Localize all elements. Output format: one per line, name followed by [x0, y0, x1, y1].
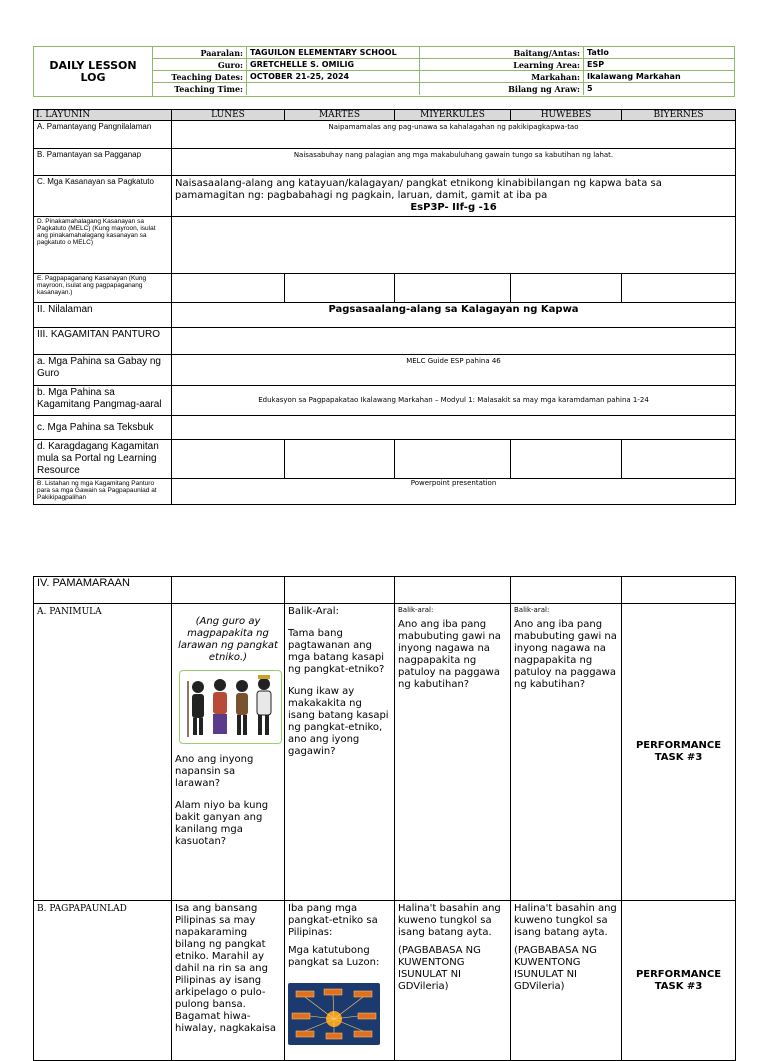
- content-text: Pagsasaalang-alang sa Kalagayan ng Kapwa: [172, 303, 736, 328]
- lr-portal-mon: [172, 440, 285, 479]
- performance-standard-text: Naisasabuhay nang palagian ang mga makabuluhang gawain tungo sa kabutihan ng lahat.: [172, 149, 736, 176]
- development-tue: [285, 901, 395, 1061]
- teacher-guide-row: [34, 355, 736, 386]
- teacher-value: GRETCHELLE S. OMILIG: [247, 59, 420, 71]
- day-tuesday: MARTES: [285, 110, 395, 121]
- intro-mon-question-1: Ano ang inyong napansin sa larawan?: [175, 754, 254, 789]
- header-row-dates: [153, 71, 734, 83]
- proc-head-fri: [622, 577, 736, 604]
- proc-head-tue: [285, 577, 395, 604]
- lr-portal-wed: [395, 440, 511, 479]
- competencies-text: Naisasaalang-alang ang katayuan/kalagayan/ pangkat etnikong kinabibilangan ng kapwa bata sa pamamagitan ng: pagbabahagi ng pagkain, laruan, damit, gamit at iba pa: [175, 178, 662, 201]
- textbook-cell: [172, 416, 736, 440]
- learning-area-value: ESP: [587, 60, 605, 69]
- introduction-thu: [511, 604, 622, 901]
- lr-portal-label: d. Karagdagang Kagamitan mula sa Portal ng Learning Resource: [34, 440, 172, 479]
- materials-list-text: Powerpoint presentation: [172, 479, 736, 505]
- content-standard-row: [34, 121, 736, 149]
- grade-label: Baitang/Antas:: [420, 47, 584, 59]
- learner-material-row: [34, 386, 736, 416]
- header-row-time: [153, 83, 734, 95]
- intro-tue-title: Balik-Aral:: [288, 606, 339, 617]
- competencies-cell: [172, 176, 736, 217]
- objectives-table: [33, 109, 736, 505]
- dev-wed-note: (PAGBABASA NG KUWENTONG ISUNULAT NI GDVileria): [398, 945, 481, 992]
- ethnic-groups-picture: [179, 670, 282, 744]
- ethnic-groups-illustration: [180, 671, 281, 743]
- school-label: Paaralan:: [153, 47, 247, 59]
- enabling-skills-row: [34, 274, 736, 303]
- enabling-skills-label: E. Pagpapaganang Kasanayan (Kung mayroon, isulat ang pagpapaganang kasanayan.): [34, 274, 172, 303]
- school-value: TAGUILON ELEMENTARY SCHOOL: [247, 47, 420, 59]
- development-mon: [172, 901, 285, 1061]
- intro-tue-question-1: Tama bang pagtawanan ang mga batang kasapi ng pangkat-etniko?: [288, 628, 385, 675]
- layunin-heading: I. LAYUNIN: [34, 110, 172, 121]
- luzon-groups-diagram: [288, 983, 380, 1045]
- introduction-label: A. PANIMULA: [34, 604, 172, 901]
- lr-portal-tue: [285, 440, 395, 479]
- lr-portal-thu: [511, 440, 622, 479]
- quarter-label: Markahan:: [420, 71, 584, 83]
- luzon-groups-map: [288, 983, 380, 1045]
- melc-cell: [172, 217, 736, 274]
- procedures-heading: IV. PAMAMARAAN: [34, 577, 172, 604]
- dev-thu-text: Halina't basahin ang kuweno tungkol sa isang batang ayta.: [514, 903, 617, 938]
- teacher-guide-label: a. Mga Pahina sa Gabay ng Guro: [34, 355, 172, 386]
- melc-label: D. Pinakamahalagang Kasanayan sa Pagkatuto (MELC) (Kung mayroon, isulat ang pinakamahalagang kasanayan sa pagkatuto o MELC): [34, 217, 172, 274]
- content-standard-text: Naipamamalas ang pag-unawa sa kahalagahan ng pakikipagkapwa-tao: [172, 121, 736, 149]
- day-thursday: HUWEBES: [511, 110, 622, 121]
- dev-tue-text-2: Mga katutubong pangkat sa Luzon:: [288, 945, 380, 968]
- competencies-row: [34, 176, 736, 217]
- intro-mon-instruction: (Ang guro ay magpapakita ng larawan ng pangkat etniko.): [178, 616, 278, 663]
- competency-code: EsP3P- IIf-g -16: [410, 202, 497, 213]
- materials-row: [34, 328, 736, 355]
- enabling-mon: [172, 274, 285, 303]
- materials-cell: [172, 328, 736, 355]
- performance-standard-row: [34, 149, 736, 176]
- header-row-school: [153, 47, 734, 59]
- day-monday: LUNES: [172, 110, 285, 121]
- procedures-heading-row: [34, 577, 736, 604]
- learner-material-text: Edukasyon sa Pagpapakatao Ikalawang Markahan – Modyul 1: Malasakit sa may mga karamdaman pahina 1-24: [172, 386, 736, 416]
- dev-mon-text: Isa ang bansang Pilipinas sa may napakaraming bilang ng pangkat etniko. Marahil ay dahil na rin sa ang Pilipinas ay isang arkipelago o pulo-pulong bansa. Bagamat hiwa-hiwalay, nagkakaisa: [175, 903, 277, 1034]
- competencies-label: C. Mga Kasanayan sa Pagkatuto: [34, 176, 172, 217]
- performance-standard-label: B. Pamantayan sa Pagganap: [34, 149, 172, 176]
- materials-label: III. KAGAMITAN PANTURO: [34, 328, 172, 355]
- procedures-table: [33, 576, 736, 1061]
- textbook-label: c. Mga Pahina sa Teksbuk: [34, 416, 172, 440]
- development-wed: [395, 901, 511, 1061]
- dates-value: OCTOBER 21-25, 2024: [247, 71, 420, 83]
- grade-value: Tatlo: [587, 48, 609, 57]
- document-title: DAILY LESSON LOG: [34, 47, 153, 96]
- days-count-label: Bilang ng Araw:: [420, 83, 584, 95]
- intro-mon-question-2: Alam niyo ba kung bakit ganyan ang kanilang mga kasuotan?: [175, 800, 269, 847]
- lr-portal-row: [34, 440, 736, 479]
- teacher-label: Guro:: [153, 59, 247, 71]
- intro-thu-title: Balik-aral:: [514, 606, 550, 614]
- intro-wed-title: Balik-aral:: [398, 606, 434, 614]
- time-label: Teaching Time:: [153, 83, 247, 95]
- lesson-log-header: [33, 46, 735, 97]
- content-standard-label: A. Pamantayang Pangnilalaman: [34, 121, 172, 149]
- development-label: B. PAGPAPAUNLAD: [34, 901, 172, 1061]
- intro-wed-text: Ano ang iba pang mabubuting gawi na inyong nagawa na nagpapakita ng patuloy na paggawa ng kabutihan?: [398, 619, 501, 690]
- day-header-row: [34, 110, 736, 121]
- header-row-teacher: [153, 59, 734, 71]
- development-thu: [511, 901, 622, 1061]
- dates-label: Teaching Dates:: [153, 71, 247, 83]
- introduction-mon: [172, 604, 285, 901]
- dev-thu-note: (PAGBABASA NG KUWENTONG ISUNULAT NI GDVileria): [514, 945, 597, 992]
- days-count-value: 5: [587, 84, 593, 93]
- learner-material-label: b. Mga Pahina sa Kagamitang Pangmag-aaral: [34, 386, 172, 416]
- enabling-wed: [395, 274, 511, 303]
- melc-row: [34, 217, 736, 274]
- proc-head-wed: [395, 577, 511, 604]
- introduction-row: [34, 604, 736, 901]
- enabling-tue: [285, 274, 395, 303]
- materials-list-row: [34, 479, 736, 505]
- materials-list-label: B. Listahan ng mga Kagamitang Panturo para sa mga Gawain sa Pagpapaunlad at Pakikipagpalihan: [34, 479, 172, 505]
- enabling-fri: [622, 274, 736, 303]
- development-fri-task: PERFORMANCE TASK #3: [622, 901, 736, 1061]
- intro-thu-text: Ano ang iba pang mabubuting gawi na inyong nagawa na nagpapakita ng patuloy na paggawa ng kabutihan?: [514, 619, 617, 690]
- day-wednesday: MIYERKULES: [395, 110, 511, 121]
- content-row: [34, 303, 736, 328]
- proc-head-thu: [511, 577, 622, 604]
- quarter-value: Ikalawang Markahan: [587, 72, 681, 81]
- dev-wed-text: Halina't basahin ang kuweno tungkol sa isang batang ayta.: [398, 903, 501, 938]
- lr-portal-fri: [622, 440, 736, 479]
- learning-area-label: Learning Area:: [420, 59, 584, 71]
- day-friday: BIYERNES: [622, 110, 736, 121]
- textbook-row: [34, 416, 736, 440]
- introduction-tue: [285, 604, 395, 901]
- teacher-guide-text: MELC Guide ESP pahina 46: [172, 355, 736, 386]
- time-value: [247, 83, 420, 95]
- dev-tue-text-1: Iba pang mga pangkat-etniko sa Pilipinas:: [288, 903, 378, 938]
- enabling-thu: [511, 274, 622, 303]
- development-row: [34, 901, 736, 1061]
- proc-head-mon: [172, 577, 285, 604]
- intro-tue-question-2: Kung ikaw ay makakakita ng isang batang kasapi ng pangkat-etniko, ano ang iyong gagawin?: [288, 686, 389, 757]
- content-label: II. Nilalaman: [34, 303, 172, 328]
- introduction-fri-task: PERFORMANCE TASK #3: [622, 604, 736, 901]
- introduction-wed: [395, 604, 511, 901]
